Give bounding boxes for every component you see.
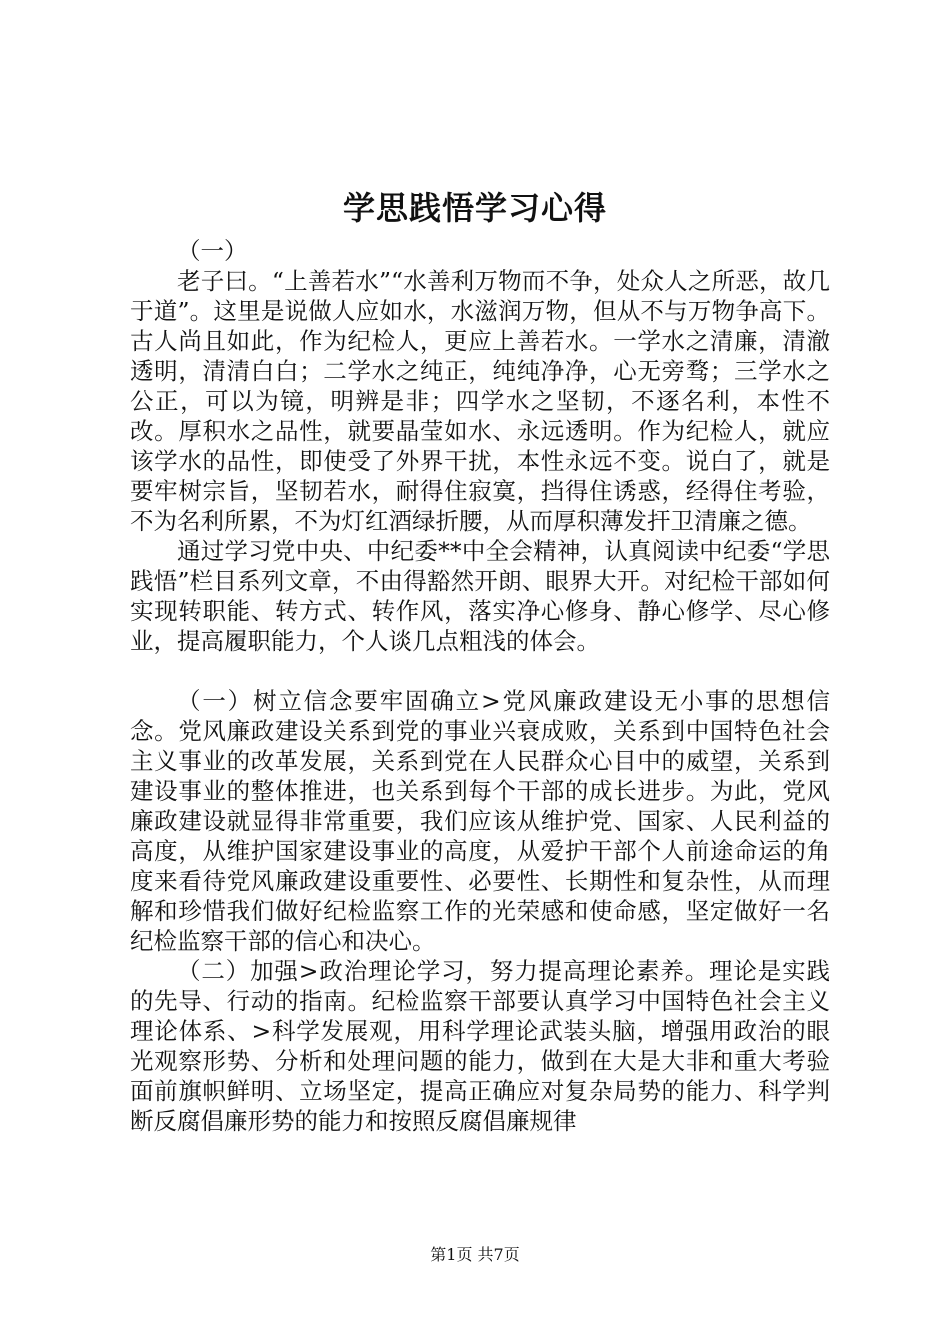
page-footer: 第1页 共7页 [430,1245,520,1264]
document-body [130,236,830,1136]
paragraph-point-one: （一）树立信念要牢固确立>党风廉政建设无小事的思想信念。党风廉政建设关系到党的事业兴衰成败，关系到中国特色社会主义事业的改革发展，关系到党在人民群众心目中的威望，关系到建设事业的整体推进，也关系到每个干部的成长进步。为此，党风廉政建设就显得非常重要，我们应该从维护党、国家、人民利益的高度，从维护国家建设事业的高度，从爱护干部个人前途命运的角度来看待党风廉政建设重要性、必要性、长期性和复杂性，从而理解和珍惜我们做好纪检监察工作的光荣感和使命感，坚定做好一名纪检监察干部的信心和决心。 [130,687,830,955]
paragraph-study-intro: 通过学习党中央、中纪委**中全会精神，认真阅读中纪委“学思践悟”栏目系列文章，不由得豁然开朗、眼界大开。对纪检干部如何实现转职能、转方式、转作风，落实净心修身、静心修学、尽心修业，提高履职能力，个人谈几点粗浅的体会。 [130,537,830,655]
document-title: 学思践悟学习心得 [342,189,607,227]
paragraph-section-mark: （一） [177,237,248,265]
paragraph-point-two: （二）加强>政治理论学习，努力提高理论素养。理论是实践的先导、行动的指南。纪检监察干部要认真学习中国特色社会主义理论体系、>科学发展观，用科学理论武装头脑，增强用政治的眼光观察形势、分析和处理问题的能力，做到在大是大非和重大考验面前旗帜鲜明、立场坚定，提高正确应对复杂局势的能力、科学判断反腐倡廉形势的能力和按照反腐倡廉规律 [130,957,830,1135]
paragraph-laozi: 老子曰。“上善若水”“水善利万物而不争，处众人之所恶，故几于道”。这里是说做人应如水，水滋润万物，但从不与万物争高下。古人尚且如此，作为纪检人，更应上善若水。一学水之清廉，清澈透明，清清白白；二学水之纯正，纯纯净净，心无旁骛；三学水之公正，可以为镜，明辨是非；四学水之坚韧，不逐名利，本性不改。厚积水之品性，就要晶莹如水、永远透明。作为纪检人，就应该学水的品性，即使受了外界干扰，本性永远不变。说白了，就是要牢树宗旨，坚韧若水，耐得住寂寞，挡得住诱惑，经得住考验，不为名利所累，不为灯红酒绿折腰，从而厚积薄发扞卫清廉之德。 [130,267,830,535]
